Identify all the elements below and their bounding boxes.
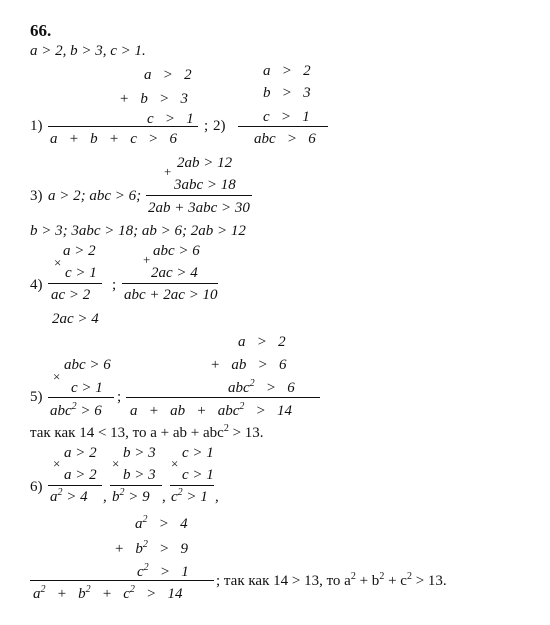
- p1-row-c: c > 1: [147, 111, 194, 127]
- p5-times: ×: [53, 369, 61, 384]
- p6-f1-row1: a > 2: [64, 445, 97, 461]
- p6-f2-row2: b > 3: [123, 467, 156, 483]
- p3-text: a > 2; abc > 6;: [48, 188, 142, 204]
- p2-fraction-bar: [238, 126, 328, 127]
- p4-times: ×: [54, 255, 62, 270]
- p6-f3-fraction-bar: [170, 485, 214, 486]
- p6-times-1: ×: [53, 456, 61, 471]
- p5-right-abc: abc$^2$ > 6: [228, 378, 295, 396]
- p4-left-row2: c > 1: [65, 265, 97, 281]
- p3-sum: 2ab + 3abc > 30: [148, 200, 250, 216]
- p5-conclusion: так как 14 < 13, то a + ab + abc$^2$ > 13.: [30, 423, 264, 441]
- p4-after: 2ac > 4: [52, 311, 99, 327]
- p3-fraction-bar: [146, 195, 252, 196]
- p1-separator: ;: [204, 118, 209, 134]
- p5-label: 5): [30, 389, 43, 405]
- p6-f2-row1: b > 3: [123, 445, 156, 461]
- p1-fraction-bar: [48, 126, 198, 127]
- p5-right-fraction-bar: [126, 397, 320, 398]
- p5-left-row2: c > 1: [71, 380, 103, 396]
- p4-left-result: ac > 2: [51, 287, 91, 303]
- p1-row-a: a > 2: [144, 67, 192, 83]
- p6-sum-row-c: $c^2 > 1$: [137, 562, 189, 580]
- p2-row-b: b > 3: [263, 85, 311, 101]
- p4-separator: ;: [112, 277, 117, 293]
- p2-row-c: c > 1: [263, 109, 310, 125]
- p6-f2-fraction-bar: [110, 485, 162, 486]
- p4-left-row1: a > 2: [63, 243, 96, 259]
- problem-number: 66.: [30, 21, 52, 40]
- p6-sum-row-a: $a^2 > 4$: [135, 514, 188, 532]
- p4-right-fraction-bar: [122, 283, 218, 284]
- p6-times-3: ×: [171, 456, 179, 471]
- p6-f1-row2: a > 2: [64, 467, 97, 483]
- p6-comma-2: ,: [162, 489, 166, 505]
- p4-left-fraction-bar: [48, 283, 102, 284]
- p6-f2-result: $b^2 > 9$: [112, 487, 150, 505]
- p5-left-fraction-bar: [48, 397, 114, 398]
- p6-label: 6): [30, 479, 43, 495]
- p5-left-result: abc$^2$ > 6: [50, 401, 102, 419]
- p5-left-row1: abc > 6: [64, 357, 111, 373]
- p1-label: 1): [30, 118, 43, 134]
- p6-f1-fraction-bar: [48, 485, 102, 486]
- p6-comma-1: ,: [103, 489, 107, 505]
- p6-times-2: ×: [112, 456, 120, 471]
- p6-comma-3: ,: [215, 489, 219, 505]
- p6-f1-result: $a^2 > 4$: [50, 487, 88, 505]
- p6-sum-row-b: + $b^2 > 9$: [114, 539, 188, 557]
- p1-row-b: + b > 3: [119, 91, 188, 107]
- p3-plus: +: [164, 164, 172, 179]
- p5-right-a: a > 2: [238, 334, 286, 350]
- p6-sum-fraction-bar: [30, 580, 214, 581]
- p3-row2: 3abc > 18: [174, 177, 236, 193]
- p2-label: 2): [213, 118, 226, 134]
- p6-f3-row1: c > 1: [182, 445, 214, 461]
- p4-label: 4): [30, 277, 43, 293]
- p4-right-sum: abc + 2ac > 10: [124, 287, 218, 303]
- p4-right-row1: abc > 6: [153, 243, 200, 259]
- p5-separator: ;: [117, 389, 122, 405]
- p5-right-ab: + ab > 6: [210, 357, 287, 373]
- p2-product: abc > 6: [254, 131, 316, 147]
- p1-sum: a + b + c > 6: [50, 131, 178, 147]
- p2-row-a: a > 2: [263, 63, 311, 79]
- p4-plus: +: [143, 252, 151, 267]
- p6-f3-result: $c^2 > 1$: [171, 487, 208, 505]
- p5-right-sum: a + ab + abc$^2$ > 14: [130, 401, 293, 419]
- p3-line2: b > 3; 3abc > 18; ab > 6; 2ab > 12: [30, 223, 246, 239]
- p3-label: 3): [30, 188, 43, 204]
- given-conditions: a > 2, b > 3, c > 1.: [30, 43, 146, 59]
- p6-conclusion: ; так как 14 > 13, то $a^2 + b^2 + c^2 > 13$.: [216, 571, 447, 589]
- p3-row1: 2ab > 12: [177, 155, 233, 171]
- p6-sum-total: $a^2 + b^2 + c^2 > 14$: [33, 584, 183, 602]
- p6-f3-row2: c > 1: [182, 467, 214, 483]
- p4-right-row2: 2ac > 4: [151, 265, 198, 281]
